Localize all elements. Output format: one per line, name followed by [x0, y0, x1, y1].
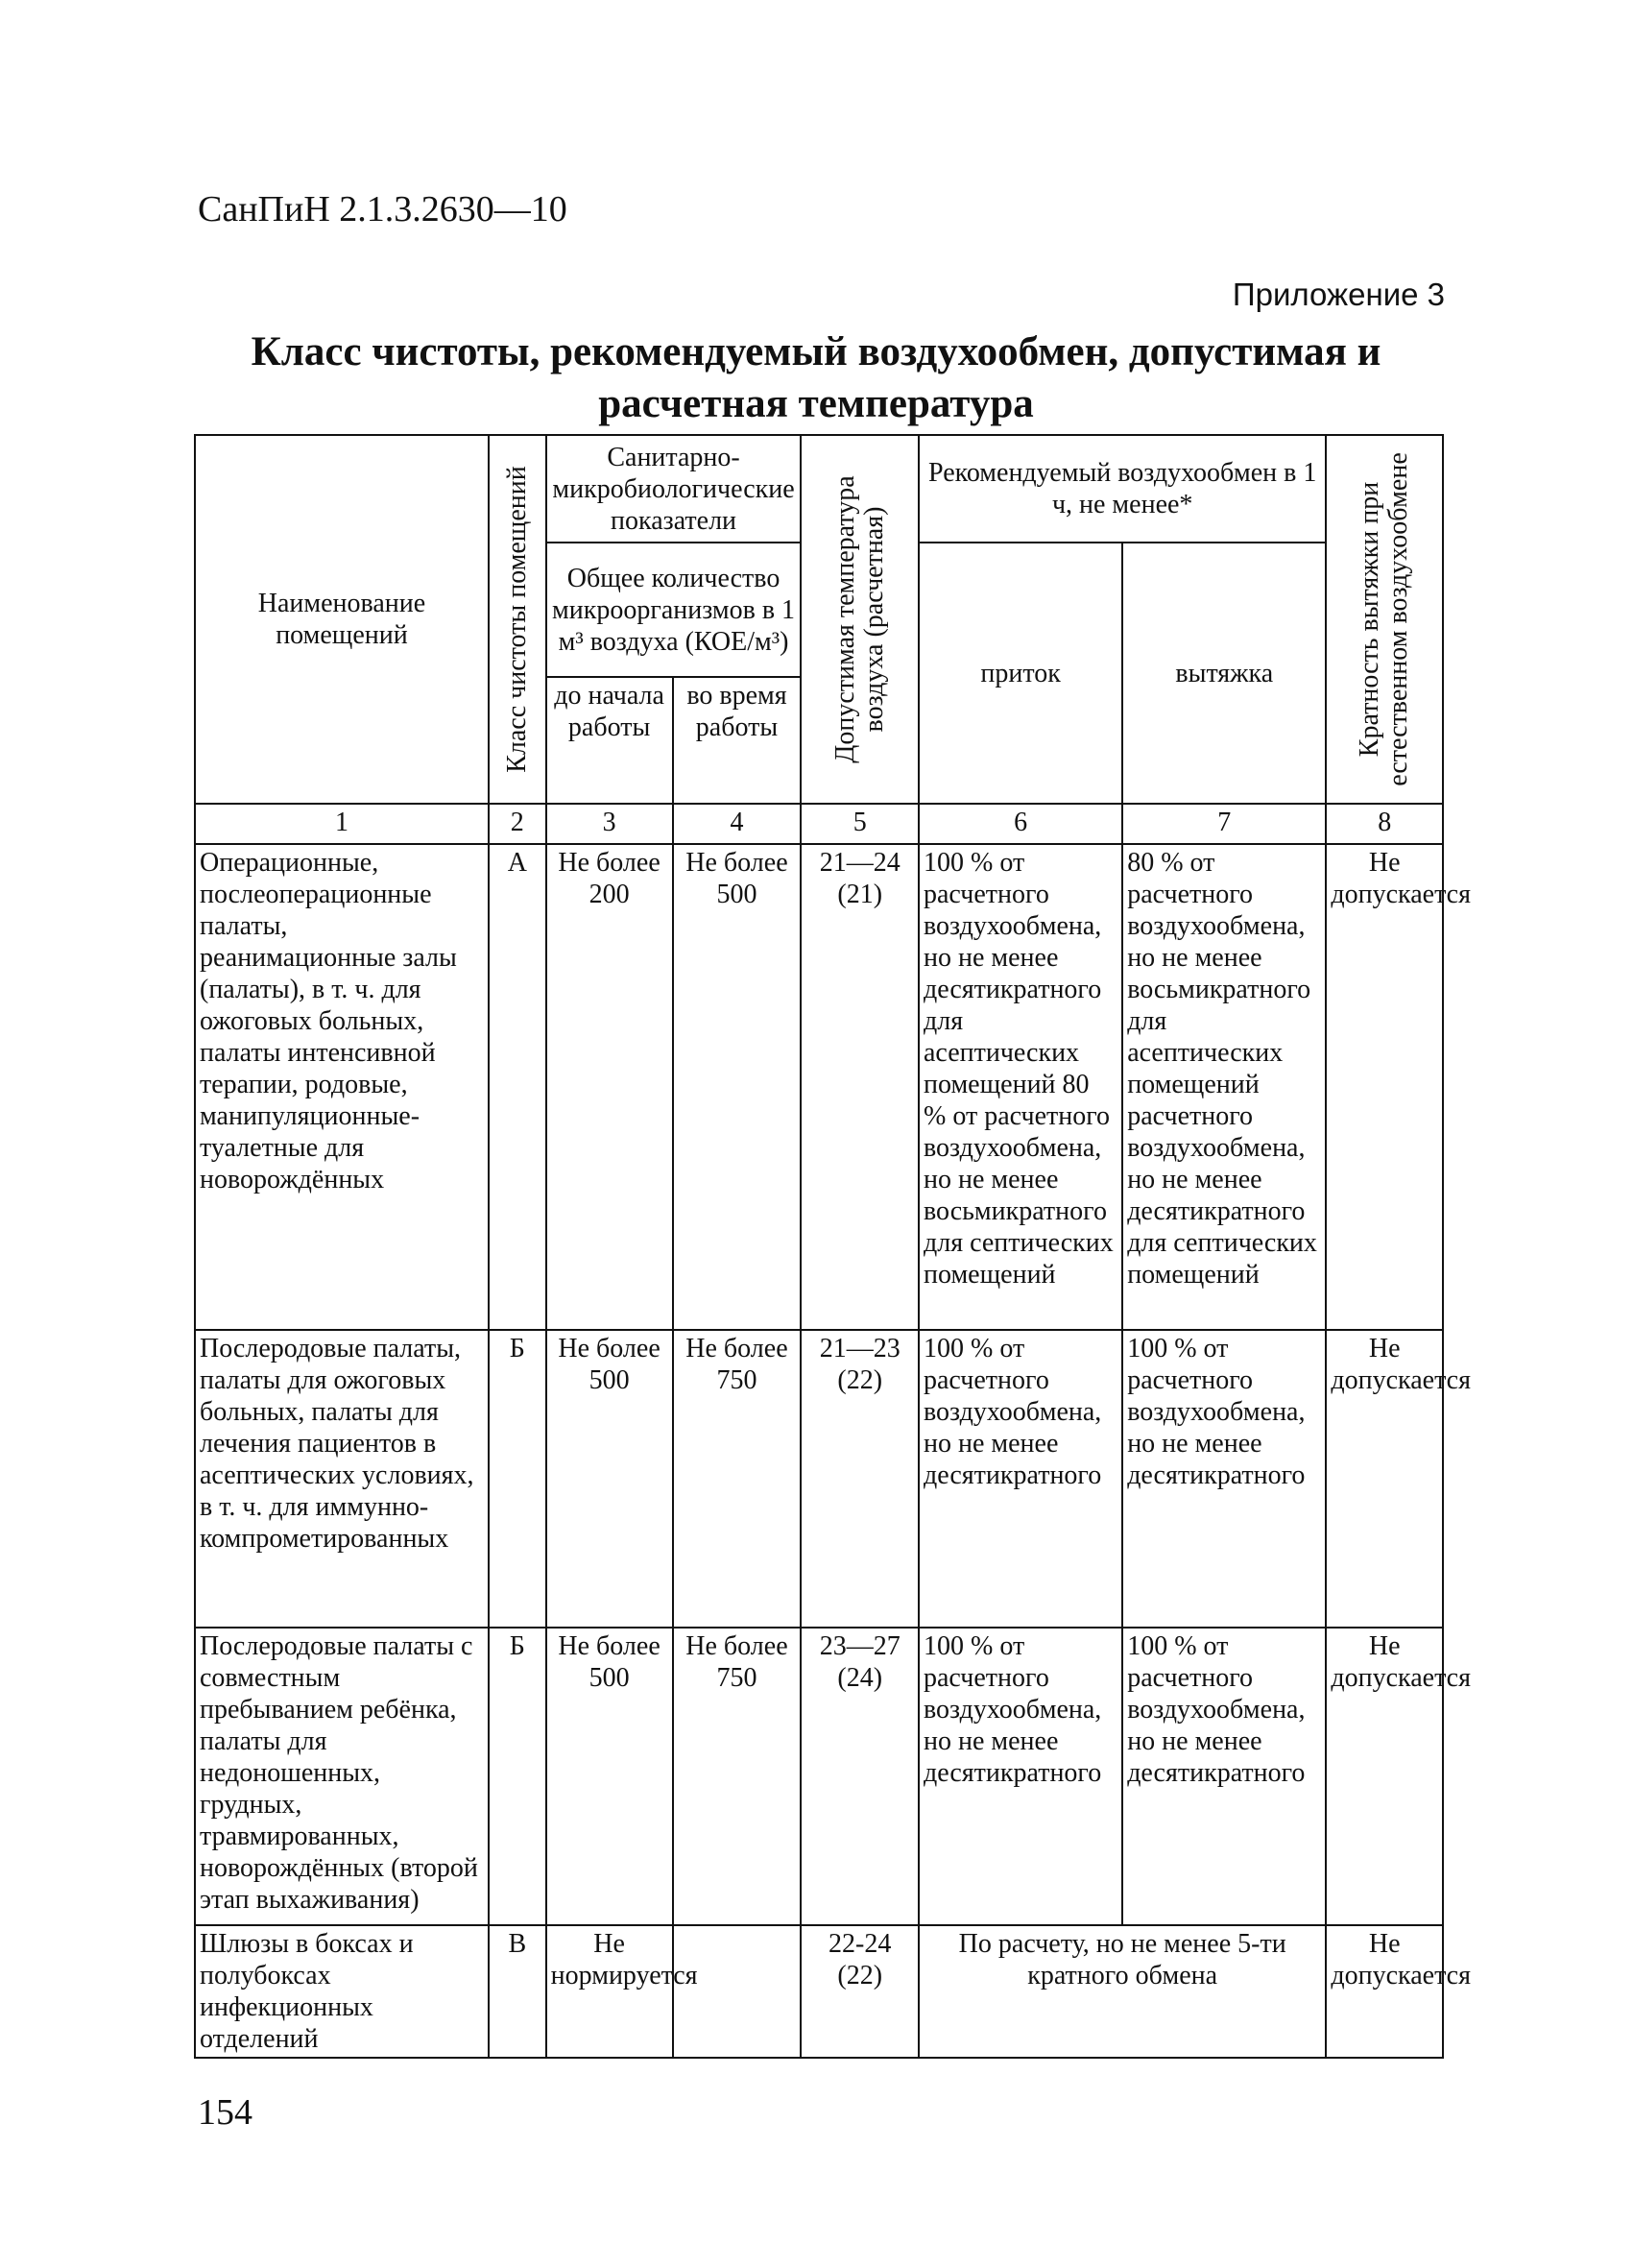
cell-airex-merged: По расчету, но не менее 5-ти кратного обмена [919, 1925, 1326, 2058]
cell-natural: Не допускается [1326, 1330, 1443, 1628]
header-during: во время работы [673, 677, 802, 804]
header-before: до начала работы [546, 677, 673, 804]
cell-class: Б [489, 1628, 546, 1925]
header-temp-text: Допустимая температура воздуха (расчетная) [829, 475, 889, 763]
cell-before: Не нормируется [546, 1925, 673, 2058]
cell-before: Не более 500 [546, 1330, 673, 1628]
header-supply: приток [919, 543, 1122, 804]
cell-during [673, 1925, 802, 2058]
cell-name: Шлюзы в боксах и полубоксах инфекционных отделений [195, 1925, 489, 2058]
document-code: СанПиН 2.1.3.2630—10 [198, 189, 567, 229]
header-natural [1326, 435, 1443, 804]
header-class-text: Класс чистоты помещений [501, 466, 532, 773]
page-number: 154 [198, 2092, 252, 2133]
cell-name: Операционные, послеоперационные палаты, реанимационные залы (палаты), в т. ч. для ожоговых больных, палаты интенсивной терапии, родовые, манипуляционные-туалетные для новорождённых [195, 844, 489, 1330]
appendix-label: Приложение 3 [1232, 277, 1445, 312]
cell-class: В [489, 1925, 546, 2058]
cell-class: А [489, 844, 546, 1330]
cell-supply: 100 % от расчетного воздухообмена, но не менее десятикратного для асептических помещений 80 % от расчетного воздухообмена, но не менее восьмикратного для септических помещений [919, 844, 1122, 1330]
cell-exhaust: 100 % от расчетного воздухообмена, но не менее десятикратного [1122, 1330, 1326, 1628]
cell-class: Б [489, 1330, 546, 1628]
cell-supply: 100 % от расчетного воздухообмена, но не менее десятикратного [919, 1628, 1122, 1925]
column-number: 5 [801, 804, 919, 844]
column-numbers-row [195, 804, 1443, 844]
cell-name: Послеродовые палаты с совместным пребыванием ребёнка, палаты для недоношенных, грудных, травмированных, новорождённых (второй этап выхаживания) [195, 1628, 489, 1925]
table-row [195, 1925, 1443, 2058]
column-number: 3 [546, 804, 673, 844]
cell-during: Не более 750 [673, 1628, 802, 1925]
table-title: Класс чистоты, рекомендуемый воздухообмен, допустимая и расчетная температура [251, 329, 1381, 426]
main-table [194, 434, 1471, 2059]
cell-natural: Не допускается [1326, 844, 1443, 1330]
cell-during: Не более 750 [673, 1330, 802, 1628]
table-row [195, 844, 1443, 1330]
table-row [195, 1330, 1443, 1628]
header-class [489, 435, 546, 804]
cell-temp: 21—23 (22) [801, 1330, 919, 1628]
cell-exhaust: 80 % от расчетного воздухообмена, но не менее восьмикратного для асептических помещений расчетного воздухообмена, но не менее десятикратного для септических помещений [1122, 844, 1326, 1330]
column-number: 1 [195, 804, 489, 844]
cell-before: Не более 200 [546, 844, 673, 1330]
header-natural-text: Кратность вытяжки при естественном воздухообмене [1355, 452, 1414, 786]
header-total: Общее количество микроорганизмов в 1 м³ воздуха (КОЕ/м³) [546, 543, 802, 677]
cell-temp: 21—24 (21) [801, 844, 919, 1330]
cell-temp: 23—27 (24) [801, 1628, 919, 1925]
column-number: 2 [489, 804, 546, 844]
header-airex: Рекомендуемый воздухообмен в 1 ч, не менее* [919, 435, 1326, 543]
column-number: 4 [673, 804, 802, 844]
column-number: 7 [1122, 804, 1326, 844]
cell-natural: Не допускается [1326, 1628, 1443, 1925]
cell-before: Не более 500 [546, 1628, 673, 1925]
cell-exhaust: 100 % от расчетного воздухообмена, но не менее десятикратного [1122, 1628, 1326, 1925]
table-row [195, 1628, 1443, 1925]
header-sanitary: Санитарно-микробиологические показатели [546, 435, 802, 543]
cell-during: Не более 500 [673, 844, 802, 1330]
cell-temp: 22-24 (22) [801, 1925, 919, 2058]
header-temp [801, 435, 919, 804]
cell-supply: 100 % от расчетного воздухообмена, но не менее десятикратного [919, 1330, 1122, 1628]
header-name: Наименование помещений [195, 435, 489, 804]
cell-name: Послеродовые палаты, палаты для ожоговых больных, палаты для лечения пациентов в асептических условиях, в т. ч. для иммунно-компрометированных [195, 1330, 489, 1628]
cell-natural: Не допускается [1326, 1925, 1443, 2058]
column-number: 8 [1326, 804, 1443, 844]
header-exhaust: вытяжка [1122, 543, 1326, 804]
column-number: 6 [919, 804, 1122, 844]
